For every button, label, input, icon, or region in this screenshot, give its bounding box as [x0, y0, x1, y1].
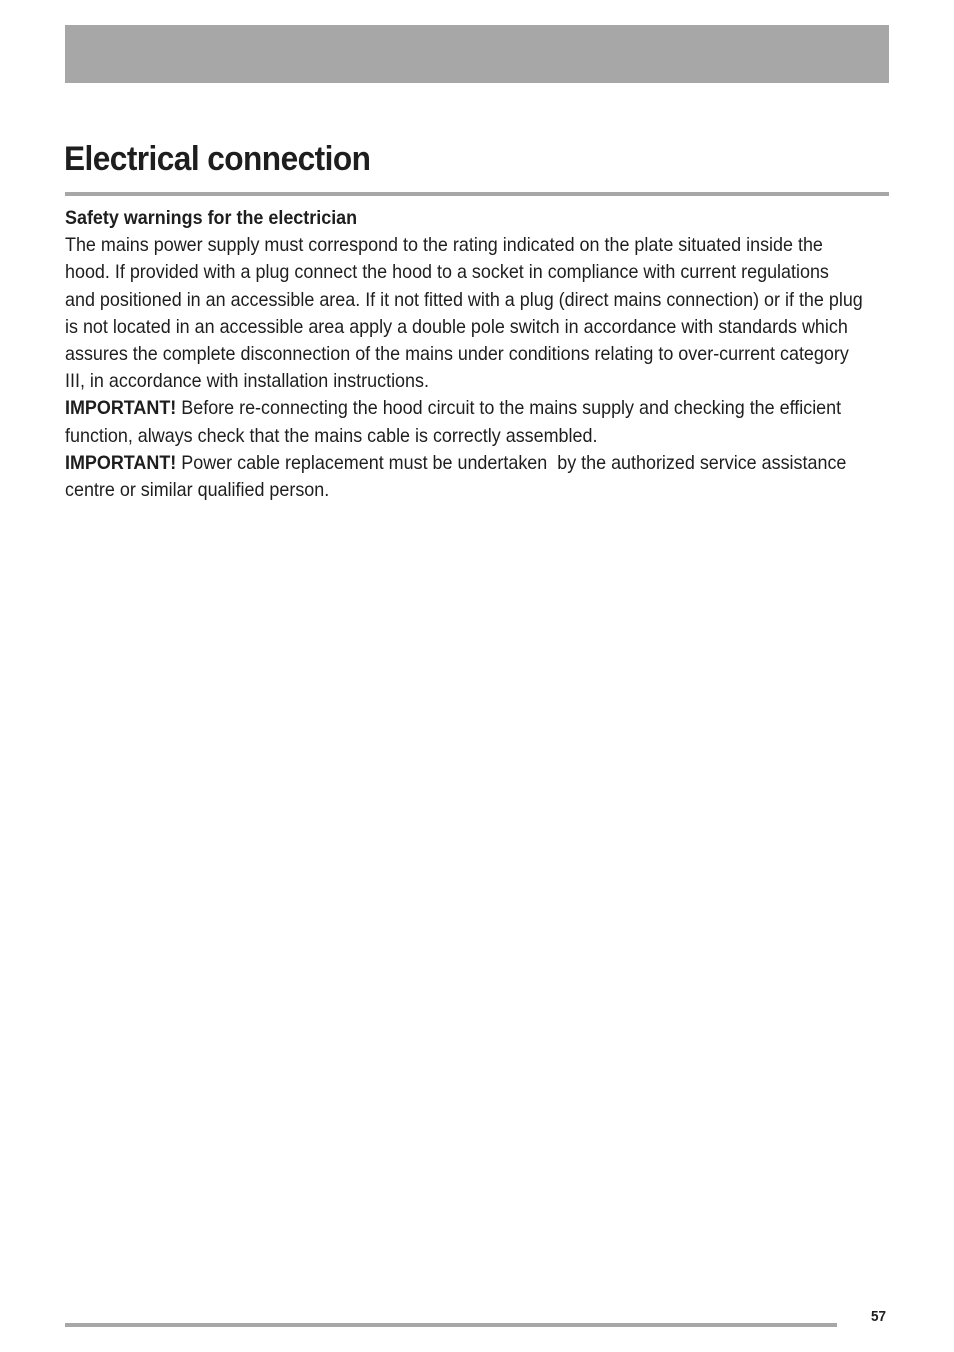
important-text: Power cable replacement must be undertaken by the authorized service assistance — [176, 451, 847, 474]
title-divider — [65, 192, 889, 196]
important-text: Before re-connecting the hood circuit to the mains supply and checking the efficient — [176, 397, 842, 420]
important-note-1 — [65, 395, 875, 422]
important-label: IMPORTANT! — [65, 397, 177, 420]
paragraph-line: and positioned in an accessible area. If it not fitted with a plug (direct mains connection) or if the plug — [65, 288, 863, 311]
footer-divider — [65, 1323, 837, 1327]
paragraph-line: The mains power supply must correspond to the rating indicated on the plate situated inside the — [65, 234, 823, 257]
paragraph-line: is not located in an accessible area apply a double pole switch in accordance with standards which — [65, 315, 848, 338]
page-title: Electrical connection — [64, 140, 371, 178]
paragraph-line: III, in accordance with installation instructions. — [65, 370, 429, 393]
important-note-2-continued: centre or similar qualified person. — [65, 479, 330, 502]
important-note-2 — [65, 450, 875, 477]
paragraph-line: assures the complete disconnection of the mains under conditions relating to over-current category — [65, 343, 849, 366]
header-banner — [65, 25, 889, 83]
paragraph-line: hood. If provided with a plug connect the hood to a socket in compliance with current regulations — [65, 261, 829, 284]
subheading: Safety warnings for the electrician — [65, 207, 358, 229]
page-number: 57 — [871, 1308, 887, 1325]
section-body — [65, 205, 875, 504]
important-label: IMPORTANT! — [65, 451, 177, 474]
important-note-1-continued: function, always check that the mains cable is correctly assembled. — [65, 424, 598, 447]
